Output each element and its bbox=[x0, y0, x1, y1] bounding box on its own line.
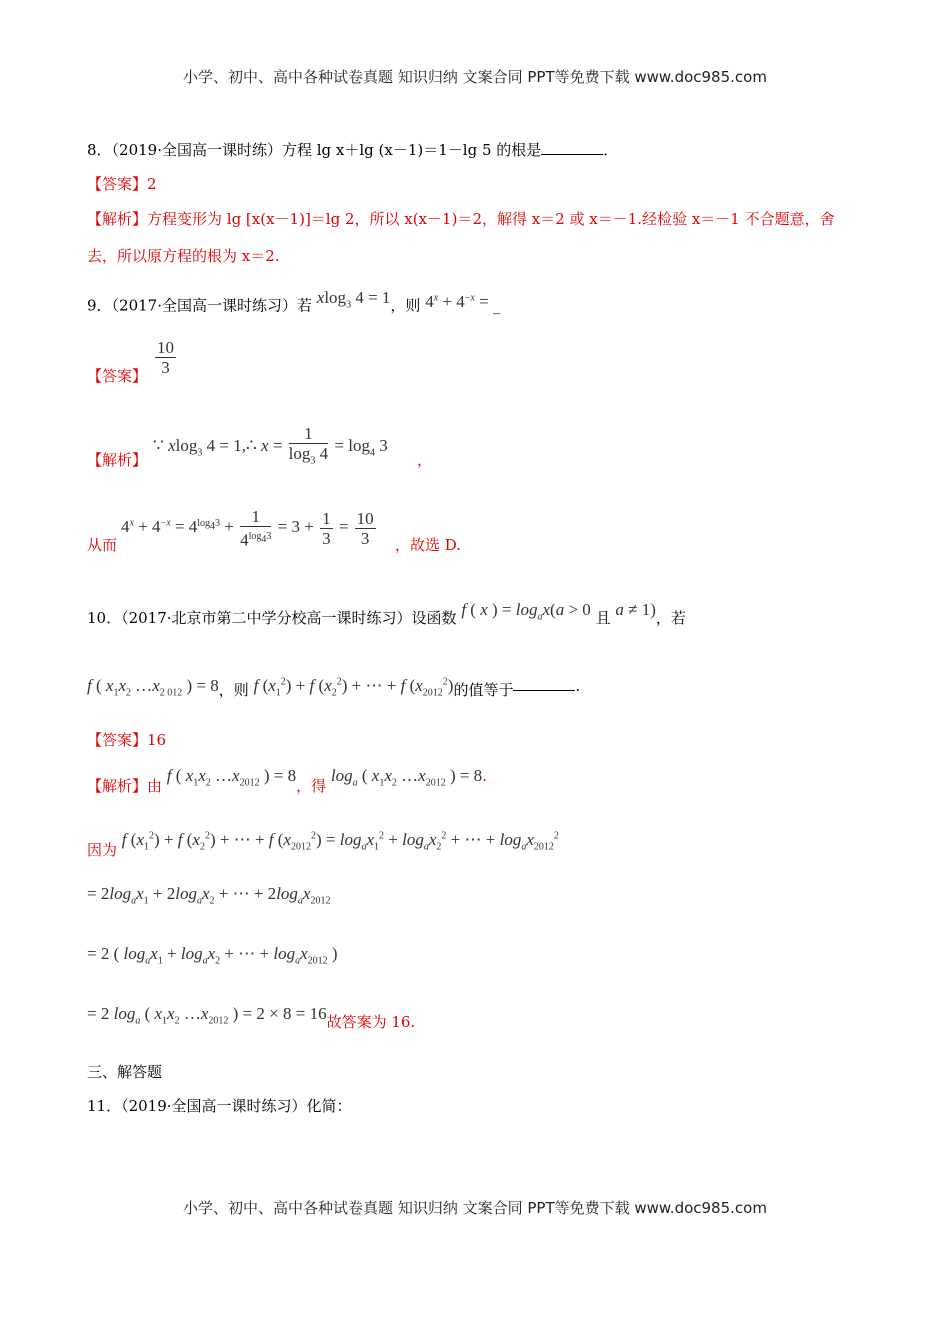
formula-f-sum-squares: f $(x_1^2) + f$ $(x_2^2)$ + ⋯ + f $(x_{2012}^2)$ bbox=[253, 675, 454, 699]
derivation-step-2: = $2\log_ax_1 + 2\log_ax_2$ + ⋯ + $2\log_ax_{2012}$ bbox=[87, 884, 331, 907]
question-9-analysis: 【解析】 ∵ xlog$_3$ 4 = 1,∴ x = $\frac{1}{\log_3 4}$ = $\log_4 3$ ， bbox=[87, 424, 433, 469]
formula-x-log3-4: x bbox=[316, 287, 325, 307]
derivation-step-4: = 2 $\log_a$ ( $x_1x_2$ $\dots x_{2012}$ ) = 2 × 8 = 16故答案为 16. bbox=[87, 1004, 416, 1031]
question-8-analysis-line-1: 【解析】方程变形为 lg [x(x－1)]＝lg 2，所以 x(x－1)＝2，解得 x＝2 或 x＝－1.经检验 x＝－1 不合题意，舍 bbox=[87, 210, 835, 228]
answer-blank bbox=[513, 676, 575, 691]
question-9: 9．（2017·全国高一课时练习）若 xlog$_3$ 4 = 1，则 $4^x + 4^{-x}$ = _ bbox=[87, 287, 501, 315]
question-8-stem: 8．（2019·全国高一课时练）方程 lg x＋lg (x－1)＝1－lg 5 的根是 bbox=[87, 141, 542, 159]
answer-blank bbox=[541, 140, 603, 155]
formula-because-therefore: ∵ xlog$_3$ 4 = 1,∴ x = $\frac{1}{\log_3 4}$ = $\log_4 3$ bbox=[153, 424, 388, 467]
question-10: 10．（2017·北京市第二中学分校高一课时练习）设函数 f ( x ) = $\log_ax(a > 0$ 且 a ≠ 1)，若 bbox=[87, 600, 686, 627]
question-8: 8．（2019·全国高一课时练）方程 lg x＋lg (x－1)＝1－lg 5 的根是 ． bbox=[87, 141, 619, 159]
page-header: 小学、初中、高中各种试卷真题 知识归纳 文案合同 PPT等免费下载 www.doc985.com bbox=[183, 68, 767, 86]
question-8-analysis-line-2: 去，所以原方程的根为 x＝2. bbox=[87, 247, 280, 265]
question-9-derivation: 从而 $4^x + 4^{-x} = 4^{log_43}$ + $\frac{1}{4^{log_43}}$ = 3 + $\frac{1}{3}$ = $\frac{10}{3}$ ，故选 D. bbox=[87, 507, 462, 554]
formula-sum-equals-10-3: $4^x + 4^{-x} = 4^{log_43}$ + $\frac{1}{4^{log_43}}$ = 3 + $\frac{1}{3}$ = $\frac{10}{3}$ bbox=[121, 507, 374, 550]
fraction-10-3: $\frac{10}{3}$ bbox=[157, 338, 174, 377]
derivation-step-1: 因为 f $(x_1^2) + f$ $(x_2^2)$ + ⋯ + f $(x_{2012}^2) = \log_ax_1^2 + \log_ax_2^2$ + ⋯ + $\log_ax_{2012}^2$ bbox=[87, 829, 559, 859]
section-3-heading: 三、解答题 bbox=[87, 1063, 163, 1081]
question-8-answer: 【答案】2 bbox=[87, 175, 157, 193]
page-footer: 小学、初中、高中各种试卷真题 知识归纳 文案合同 PPT等免费下载 www.doc985.com bbox=[183, 1199, 767, 1217]
question-10-line-2: f ( $x_1x_2$ $\dots x_{2 012}$ ) = 8，则 f $(x_1^2) + f$ $(x_2^2)$ + ⋯ + f $(x_{2012}^2)$的值等于 ． bbox=[87, 675, 591, 699]
question-10-analysis: 【解析】由 f ( $x_1x_2$ $\dots x_{2012}$ ) = 8，得 $\log_a$ ( $x_1x_2$ $\dots x_{2012}$ ) = 8. bbox=[87, 766, 487, 795]
question-9-answer: 【答案】 $\frac{10}{3}$ bbox=[87, 338, 174, 385]
derivation-step-3: = 2 ( $\log_ax_1 + \log_ax_2$ + ⋯ + $\log_ax_{2012}$ ) bbox=[87, 944, 338, 967]
question-11-stem: 11．（2019·全国高一课时练习）化简： bbox=[87, 1097, 352, 1115]
question-10-answer: 【答案】16 bbox=[87, 731, 167, 749]
formula-f-product-equals-8: f ( $x_1x_2$ $\dots x_{2 012}$ ) = 8 bbox=[87, 675, 219, 699]
formula-4x-plus-4-negx: $4^x + 4^{-x}$ = bbox=[425, 291, 493, 311]
question-9-stem: 9．（2017·全国高一课时练习）若 bbox=[87, 296, 312, 315]
formula-f-log-a: f ( x ) = $\log_ax(a > 0$ bbox=[461, 600, 591, 623]
